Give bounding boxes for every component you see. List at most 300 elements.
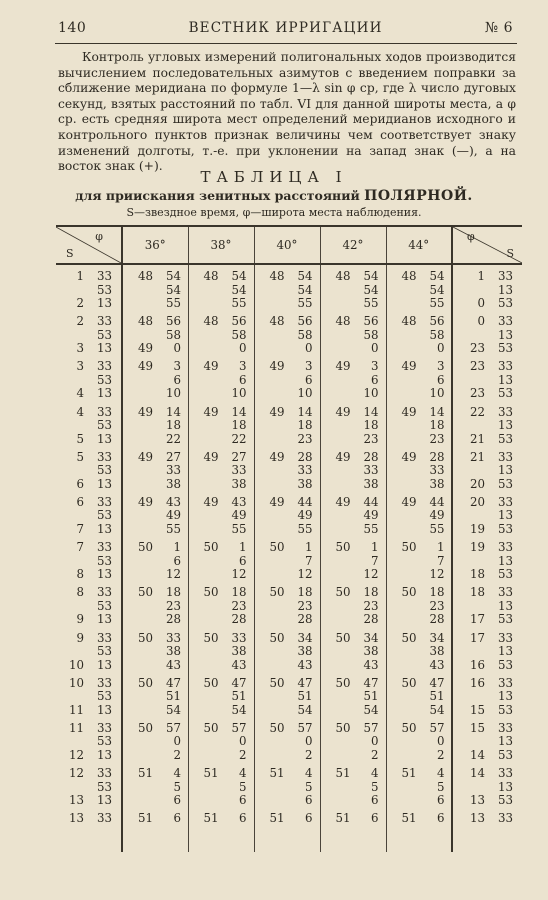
- table-line: [193, 690, 254, 704]
- minute-value: 43: [363, 657, 379, 672]
- degree-value: [259, 284, 285, 298]
- table-line: [325, 632, 386, 646]
- minute-value: 22: [231, 431, 247, 446]
- minute-value: 53: [497, 386, 513, 401]
- zenith-value-cell: [320, 491, 386, 536]
- table-line: [259, 406, 320, 420]
- minute-value: 56: [165, 314, 181, 329]
- minute-value: 28: [165, 612, 181, 627]
- table-line: [259, 749, 320, 763]
- degree-value: 10: [68, 675, 84, 690]
- table-line: [56, 464, 121, 478]
- minute-value: 33: [96, 359, 112, 374]
- minute-value: 5: [304, 779, 313, 794]
- sidereal-time-cell: [56, 762, 122, 807]
- minute-value: 47: [363, 675, 379, 690]
- table-line: [391, 555, 452, 569]
- zenith-value-cell: [254, 672, 320, 717]
- minute-value: 53: [497, 567, 513, 582]
- table-body: [56, 264, 522, 852]
- table-line: [259, 451, 320, 465]
- degree-value: [325, 600, 351, 614]
- sidereal-time-cell: [56, 627, 122, 672]
- minute-value: 18: [363, 418, 379, 433]
- degree-value: [56, 464, 84, 478]
- minute-value: 38: [297, 644, 313, 658]
- degree-value: 23: [469, 359, 485, 374]
- table-line: [193, 632, 254, 646]
- table-line: [391, 360, 452, 374]
- zenith-value-cell: [254, 401, 320, 446]
- table-line: [127, 419, 188, 433]
- minute-value: 53: [96, 644, 112, 658]
- table-line: [391, 478, 452, 492]
- sidereal-time-cell: [56, 717, 122, 762]
- minute-value: 58: [363, 327, 379, 342]
- table-row: [56, 355, 522, 400]
- minute-value: 56: [297, 314, 313, 329]
- degree-value: [391, 749, 417, 763]
- degree-value: [391, 509, 417, 523]
- degree-value: 4: [76, 386, 84, 401]
- table-line: [325, 568, 386, 582]
- table-line: [193, 419, 254, 433]
- degree-value: [259, 794, 285, 808]
- degree-value: 49: [203, 359, 219, 374]
- table-line: [259, 374, 320, 388]
- table-line: [259, 342, 320, 356]
- minute-value: 47: [165, 675, 181, 690]
- minute-value: 54: [297, 282, 313, 297]
- sidereal-time-right-cell: [452, 672, 522, 717]
- degree-value: [391, 342, 417, 356]
- table-line: [259, 794, 320, 808]
- table-line: [391, 464, 452, 478]
- minute-value: 53: [96, 779, 112, 794]
- issue-number: № 6: [484, 20, 513, 36]
- degree-value: 50: [269, 540, 285, 555]
- minute-value: 28: [297, 449, 313, 464]
- degree-value: [56, 645, 84, 659]
- table-line: [325, 509, 386, 523]
- minute-value: 4: [304, 766, 313, 781]
- minute-value: 58: [429, 327, 445, 342]
- table-line: [56, 600, 121, 614]
- zenith-value-cell: [122, 762, 188, 807]
- table-line: [259, 523, 320, 537]
- degree-value: [391, 297, 417, 311]
- minute-value: 53: [96, 598, 112, 613]
- minute-value: 38: [429, 644, 445, 658]
- degree-value: 5: [76, 449, 84, 464]
- table-line: [193, 451, 254, 465]
- degree-value: 49: [137, 404, 153, 419]
- minute-value: 13: [497, 327, 513, 342]
- degree-value: 50: [203, 540, 219, 555]
- zenith-value-cell: [122, 717, 188, 762]
- minute-value: 54: [297, 702, 313, 717]
- minute-value: 3: [173, 359, 181, 374]
- degree-value: 50: [335, 720, 351, 735]
- degree-value: [391, 329, 417, 343]
- minute-value: 0: [436, 341, 445, 356]
- degree-value: [325, 433, 351, 447]
- minute-value: 43: [165, 494, 181, 509]
- table-line: [325, 433, 386, 447]
- minute-value: 3: [370, 359, 379, 374]
- corner-left-s: S: [66, 247, 74, 260]
- table-line: [127, 600, 188, 614]
- minute-value: 6: [238, 811, 247, 826]
- minute-value: 27: [165, 449, 181, 464]
- table-line: [391, 659, 452, 673]
- table-line: [391, 329, 452, 343]
- degree-value: [259, 645, 285, 659]
- table-line: [459, 722, 522, 736]
- degree-value: [127, 297, 153, 311]
- degree-value: 1: [477, 269, 485, 283]
- minute-value: 0: [370, 734, 379, 749]
- degree-value: 50: [335, 675, 351, 690]
- table-line: [259, 812, 320, 826]
- table-line: [127, 315, 188, 329]
- degree-value: [193, 329, 219, 343]
- degree-value: 9: [76, 630, 84, 645]
- table-line: [56, 509, 121, 523]
- minute-value: 23: [363, 431, 379, 446]
- degree-value: [259, 342, 285, 356]
- table-line: [193, 270, 254, 284]
- degree-value: [391, 374, 417, 388]
- minute-value: 6: [173, 811, 181, 826]
- minute-value: 38: [231, 476, 247, 491]
- sidereal-time-right-cell: [452, 627, 522, 672]
- table-line: [391, 613, 452, 627]
- sidereal-time-right-cell: [452, 264, 522, 310]
- degree-value: 49: [335, 449, 351, 464]
- degree-value: [56, 735, 84, 749]
- zenith-value-cell: [122, 446, 188, 491]
- table-line: [391, 812, 452, 826]
- degree-value: [56, 600, 84, 614]
- minute-value: 58: [297, 327, 313, 342]
- degree-value: 51: [137, 811, 153, 826]
- zenith-value-cell: [254, 310, 320, 355]
- degree-value: [259, 690, 285, 704]
- minute-value: 18: [165, 585, 181, 600]
- minute-value: 6: [304, 372, 313, 387]
- minute-value: 5: [238, 779, 247, 794]
- col-header-2: 40°: [254, 226, 320, 264]
- degree-value: 21: [469, 449, 485, 464]
- minute-value: 10: [165, 386, 181, 401]
- minute-value: 55: [165, 521, 181, 536]
- table-line: [127, 632, 188, 646]
- table-line: [127, 541, 188, 555]
- degree-value: [459, 690, 485, 704]
- degree-value: [127, 555, 153, 569]
- minute-value: 44: [297, 494, 313, 509]
- table-line: [325, 297, 386, 311]
- degree-value: [325, 419, 351, 433]
- zenith-value-cell: [122, 401, 188, 446]
- table-line: [325, 613, 386, 627]
- zenith-value-cell: [122, 264, 188, 310]
- minute-value: 56: [429, 314, 445, 329]
- degree-value: 7: [76, 521, 84, 536]
- table-line: [391, 374, 452, 388]
- degree-value: [391, 464, 417, 478]
- minute-value: 0: [238, 734, 247, 749]
- degree-value: [127, 523, 153, 537]
- degree-value: [259, 433, 285, 447]
- degree-value: [391, 659, 417, 673]
- minute-value: 54: [429, 702, 445, 717]
- degree-value: 8: [76, 585, 84, 600]
- degree-value: [193, 419, 219, 433]
- degree-value: 2: [76, 296, 84, 310]
- minute-value: 18: [363, 585, 379, 600]
- zenith-value-cell: [320, 717, 386, 762]
- minute-value: 57: [231, 720, 247, 735]
- degree-value: 50: [137, 585, 153, 600]
- table-line: [459, 749, 522, 763]
- minute-value: 33: [297, 463, 313, 478]
- minute-value: 12: [297, 567, 313, 582]
- sidereal-time-right-cell: [452, 401, 522, 446]
- table-line: [459, 360, 522, 374]
- degree-value: 51: [203, 766, 219, 781]
- sidereal-time-right-cell: [452, 310, 522, 355]
- zenith-value-cell: [122, 491, 188, 536]
- minute-value: 33: [497, 720, 513, 735]
- minute-value: 54: [165, 702, 181, 717]
- degree-value: [259, 523, 285, 537]
- minute-value: 23: [429, 431, 445, 446]
- degree-value: 20: [469, 476, 485, 491]
- table-line: [391, 387, 452, 401]
- table-line: [325, 387, 386, 401]
- sidereal-time-right-cell: [452, 807, 522, 852]
- table-line: [193, 677, 254, 691]
- minute-value: 53: [96, 282, 112, 297]
- minute-value: 18: [165, 418, 181, 433]
- degree-value: [325, 523, 351, 537]
- zenith-value-cell: [386, 762, 452, 807]
- degree-value: [259, 297, 285, 311]
- corner-right: [452, 226, 522, 264]
- zenith-value-cell: [188, 310, 254, 355]
- minute-value: 13: [96, 521, 112, 536]
- table-line: [259, 360, 320, 374]
- table-line: [391, 677, 452, 691]
- degree-value: [193, 555, 219, 569]
- degree-value: 50: [401, 630, 417, 645]
- table-line: [259, 781, 320, 795]
- table-line: [259, 659, 320, 673]
- minute-value: 33: [96, 540, 112, 555]
- minute-value: 6: [436, 793, 445, 808]
- degree-value: [127, 329, 153, 343]
- degree-value: 50: [401, 720, 417, 735]
- table-line: [193, 464, 254, 478]
- degree-value: [127, 568, 153, 582]
- table-line: [56, 613, 121, 627]
- sidereal-time-cell: [56, 491, 122, 536]
- zenith-value-cell: [386, 264, 452, 310]
- degree-value: 51: [137, 766, 153, 781]
- table-line: [391, 342, 452, 356]
- minute-value: 5: [370, 779, 379, 794]
- table-line: [325, 659, 386, 673]
- degree-value: [56, 374, 84, 388]
- table-line: [127, 496, 188, 510]
- table-line: [259, 509, 320, 523]
- degree-value: [193, 749, 219, 763]
- minute-value: 33: [96, 766, 112, 781]
- minute-value: 53: [497, 476, 513, 491]
- degree-value: [325, 749, 351, 763]
- degree-value: [127, 735, 153, 749]
- table-line: [391, 781, 452, 795]
- minute-value: 7: [304, 553, 313, 568]
- degree-value: [391, 781, 417, 795]
- table-line: [391, 270, 452, 284]
- degree-value: [259, 781, 285, 795]
- minute-value: 44: [363, 494, 379, 509]
- table-line: [56, 568, 121, 582]
- minute-value: 33: [96, 449, 112, 464]
- degree-value: 49: [401, 494, 417, 509]
- table-row: [56, 491, 522, 536]
- minute-value: 51: [363, 689, 379, 704]
- degree-value: 19: [469, 521, 485, 536]
- degree-value: [56, 509, 84, 523]
- minute-value: 57: [297, 720, 313, 735]
- minute-value: 13: [96, 296, 112, 310]
- minute-value: 55: [297, 521, 313, 536]
- degree-value: 50: [335, 540, 351, 555]
- table-line: [325, 374, 386, 388]
- col-header-4: 44°: [386, 226, 452, 264]
- minute-value: 54: [363, 282, 379, 297]
- minute-value: 0: [304, 341, 313, 356]
- zenith-value-cell: [188, 762, 254, 807]
- degree-value: 10: [68, 657, 84, 672]
- table-line: [193, 704, 254, 718]
- degree-value: 11: [68, 702, 84, 717]
- minute-value: 28: [297, 612, 313, 627]
- minute-value: 12: [429, 567, 445, 582]
- table-line: [391, 704, 452, 718]
- zenith-value-cell: [254, 581, 320, 626]
- minute-value: 13: [497, 553, 513, 568]
- minute-value: 18: [297, 585, 313, 600]
- table-line: [391, 767, 452, 781]
- zenith-value-cell: [254, 264, 320, 310]
- minute-value: 33: [96, 675, 112, 690]
- degree-value: 5: [76, 431, 84, 446]
- minute-value: 1: [436, 540, 445, 555]
- degree-value: [193, 704, 219, 718]
- table-title: ТАБЛИЦА I: [200, 168, 348, 186]
- minute-value: 38: [165, 644, 181, 658]
- degree-value: [391, 600, 417, 614]
- degree-value: 49: [401, 449, 417, 464]
- table-line: [193, 767, 254, 781]
- table-line: [193, 329, 254, 343]
- table-line: [56, 781, 121, 795]
- minute-value: 33: [165, 630, 181, 645]
- minute-value: 33: [497, 766, 513, 781]
- table-line: [193, 600, 254, 614]
- zenith-value-cell: [254, 627, 320, 672]
- sidereal-time-right-cell: [452, 446, 522, 491]
- table-row: [56, 717, 522, 762]
- minute-value: 33: [231, 463, 247, 478]
- table-line: [56, 342, 121, 356]
- minute-value: 23: [297, 431, 313, 446]
- minute-value: 23: [165, 598, 181, 613]
- degree-value: 48: [203, 314, 219, 329]
- table-line: [259, 735, 320, 749]
- degree-value: [127, 659, 153, 673]
- sidereal-time-cell: [56, 672, 122, 717]
- minute-value: 10: [429, 386, 445, 401]
- subtitle-prefix: для приискания зенитных расстояний: [75, 188, 360, 203]
- minute-value: 43: [297, 657, 313, 672]
- degree-value: 13: [68, 793, 84, 808]
- degree-value: 50: [269, 585, 285, 600]
- degree-value: 13: [469, 811, 485, 826]
- table-line: [259, 613, 320, 627]
- degree-value: [193, 523, 219, 537]
- table-line: [56, 586, 121, 600]
- zenith-distance-table: [56, 225, 522, 852]
- zenith-value-cell: [320, 627, 386, 672]
- table-line: [56, 659, 121, 673]
- minute-value: 14: [297, 404, 313, 419]
- degree-value: [193, 284, 219, 298]
- minute-value: 23: [363, 598, 379, 613]
- table-line: [459, 496, 522, 510]
- zenith-value-cell: [254, 536, 320, 581]
- minute-value: 1: [238, 540, 247, 555]
- degree-value: 6: [76, 476, 84, 491]
- degree-value: [459, 555, 485, 569]
- degree-value: 50: [335, 585, 351, 600]
- zenith-value-cell: [188, 717, 254, 762]
- col-header-0: 36°: [122, 226, 188, 264]
- degree-value: 49: [269, 494, 285, 509]
- minute-value: 6: [238, 372, 247, 387]
- minute-value: 33: [429, 463, 445, 478]
- degree-value: [127, 749, 153, 763]
- minute-value: 47: [429, 675, 445, 690]
- table-line: [325, 749, 386, 763]
- degree-value: [325, 781, 351, 795]
- minute-value: 53: [497, 521, 513, 536]
- degree-value: [259, 568, 285, 582]
- minute-value: 53: [497, 747, 513, 762]
- minute-value: 13: [96, 386, 112, 401]
- degree-value: [259, 374, 285, 388]
- zenith-value-cell: [320, 581, 386, 626]
- table-line: [459, 541, 522, 555]
- table-line: [127, 749, 188, 763]
- table-line: [193, 523, 254, 537]
- degree-value: [127, 284, 153, 298]
